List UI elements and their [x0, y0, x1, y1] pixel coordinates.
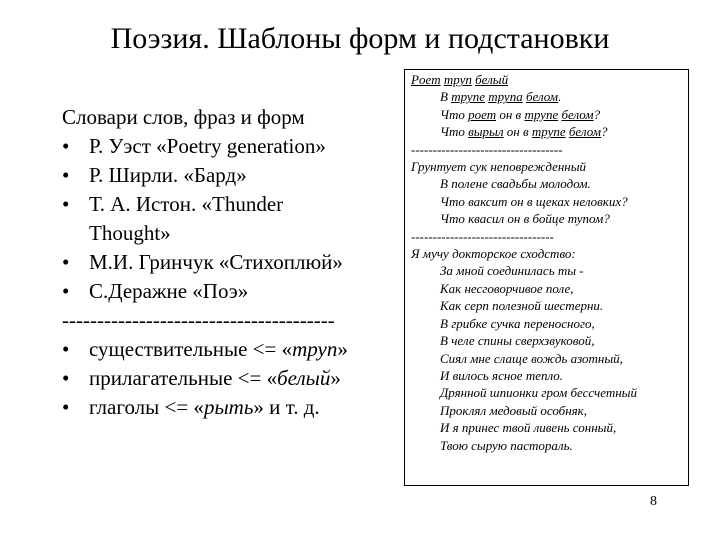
poem-line: В полене свадьбы молодом.	[440, 176, 591, 192]
page-number: 8	[650, 494, 657, 509]
poem-line: Грунтует сук неповрежденный	[411, 159, 587, 175]
poem-line: Твою сырую пастораль.	[440, 437, 573, 453]
list-item: • Т. А. Истон. «Thunder	[62, 190, 402, 219]
poem-line: Что квасил он в бойце тупом?	[440, 211, 610, 227]
list-item: • Р. Ширли. «Бард»	[62, 161, 402, 190]
list-item-continuation: Thought»	[89, 221, 171, 245]
bullet-icon: •	[62, 250, 70, 274]
poem-line: Дрянной шпионки гром бессчетный	[440, 385, 637, 401]
poem-line: Что роет он в трупе белом?	[440, 106, 601, 122]
list-item: • М.И. Гринчук «Стихоплюй»	[62, 248, 402, 277]
poem-line: И вилось ясное тепло.	[440, 367, 564, 383]
slide-title: Поэзия. Шаблоны форм и подстановки	[110, 22, 610, 55]
poem-line: В трупе трупа белом.	[440, 89, 562, 105]
poem-line: Как несговорчивое поле,	[440, 280, 574, 296]
list-item: • С.Деражне «Поэ»	[62, 277, 402, 306]
poem-line: В грибке сучка переносного,	[440, 315, 595, 331]
poem-panel	[404, 69, 689, 486]
poem-line: Как серп полезной шестерни.	[440, 298, 604, 314]
bullet-icon: •	[62, 192, 70, 216]
poem-line: Проклял медовый особняк,	[440, 402, 588, 418]
poem-line: За мной соединилась ты -	[440, 263, 584, 279]
poem-separator: ---------------------------------	[411, 228, 554, 244]
poem-line: Я мучу докторское сходство:	[411, 246, 576, 262]
poem-line: Что вырыл он в трупе белом?	[440, 124, 608, 140]
rule-word: белый	[277, 366, 331, 390]
bullet-icon: •	[62, 337, 70, 361]
left-column	[62, 103, 402, 422]
rule-item: • существительные <= «труп»	[62, 335, 402, 364]
poem-separator: -----------------------------------	[411, 141, 563, 157]
rule-word: рыть	[203, 395, 254, 419]
rule-item: • глаголы <= «рыть» и т. д.	[62, 393, 402, 422]
list-item: • Р. Уэст «Poetry generation»	[62, 132, 402, 161]
rule-word: труп	[292, 337, 338, 361]
bullet-icon: •	[62, 134, 70, 158]
bullet-icon: •	[62, 279, 70, 303]
bullet-icon: •	[62, 395, 70, 419]
divider-line: ---------------------------------------	[62, 308, 335, 332]
poem-line: Сиял мне слаще вождь азотный,	[440, 350, 623, 366]
bullet-icon: •	[62, 366, 70, 390]
poem-line: Poem труп белый	[411, 72, 509, 87]
dictionary-heading: Словари слов, фраз и форм	[62, 105, 305, 129]
poem-line: Что ваксит он в щеках неловких?	[440, 193, 628, 209]
poem-line: В челе спины сверхзвуковой,	[440, 333, 595, 349]
poem-line: И я принес твой ливень сонный,	[440, 420, 617, 436]
rule-item: • прилагательные <= «белый»	[62, 364, 402, 393]
bullet-icon: •	[62, 163, 70, 187]
